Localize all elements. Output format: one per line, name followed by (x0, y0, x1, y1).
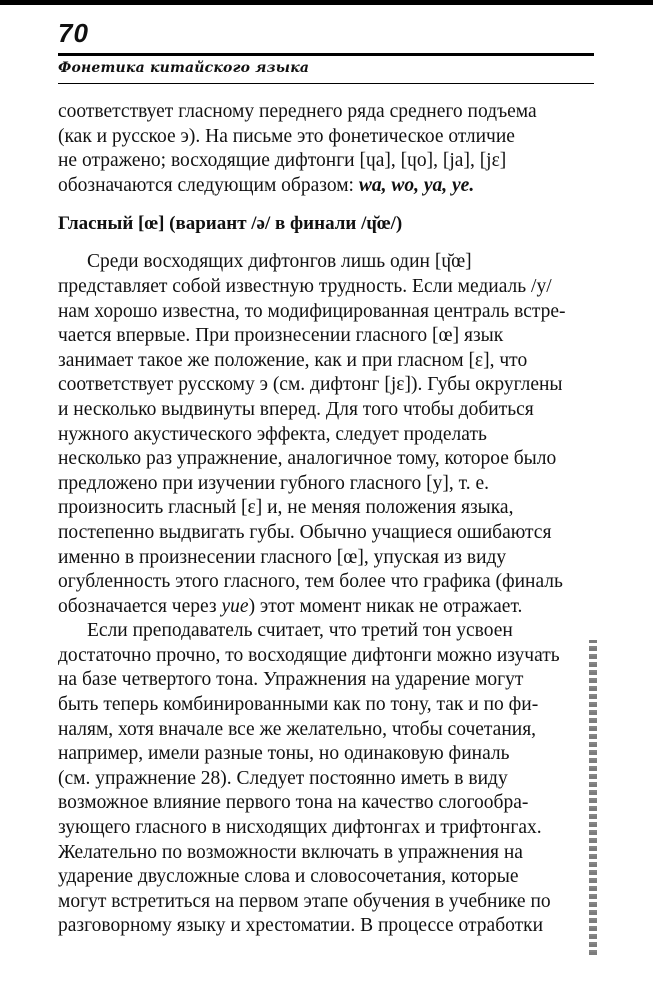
text-line: занимает такое же положение, как и при гласном [ɛ], что (58, 349, 528, 371)
text-line: (см. упражнение 28). Следует постоянно иметь в виду (58, 767, 508, 789)
binding-edge-shadow (589, 640, 597, 955)
text-line (58, 595, 598, 620)
top-border-rule (0, 0, 653, 5)
text-line: возможное влияние первого тона на качество слогообра- (58, 792, 529, 814)
text-line: и несколько выдвинуты вперед. Для того чтобы добиться (58, 398, 534, 420)
text-line: предложено при изучении губного гласного [y], т. е. (58, 472, 489, 494)
text-line: могут встретиться на первом этапе обучения в учебнике по (58, 890, 551, 912)
page-number: 70 (58, 18, 89, 48)
text-line: например, имели разные тоны, но одинаковую финаль (58, 743, 510, 765)
text-span: обозначаются следующим образом: (58, 174, 359, 196)
text-line: огубленность этого гласного, тем более что графика (финаль (58, 571, 563, 593)
text-line: несколько раз упражнение, аналогичное тому, которое было (58, 448, 557, 470)
text-line: Желательно по возможности включать в упражнения на (58, 841, 523, 863)
text-line: чается впервые. При произнесении гласного [œ] язык (58, 325, 504, 347)
header-rule-thick (58, 53, 594, 56)
running-head: Фонетика китайского языка (58, 60, 310, 76)
text-line: произносить гласный [ɛ] и, не меняя положения языка, (58, 497, 514, 519)
text-span: обозначается через (58, 595, 222, 617)
text-line: не отражено; восходящие дифтонги [ɥa], [ɥo], [ja], [jɛ] (58, 150, 507, 172)
text-span: ) этот момент никак не отражает. (248, 595, 523, 617)
section-heading: Гласный [œ] (вариант /ə/ в финали /ɥ̆œ/) (58, 213, 403, 235)
text-line: быть теперь комбинированными как по тону, так и по фи- (58, 694, 539, 716)
text-line: постепенно выдвигать губы. Обычно учащиеся ошибаются (58, 521, 552, 543)
header-rule-thin (58, 83, 594, 84)
text-line: на базе четвертого тона. Упражнения на ударение могут (58, 669, 524, 691)
text-line: нужного акустического эффекта, следует проделать (58, 423, 487, 445)
text-line: (как и русское э). На письме это фонетическое отличие (58, 125, 515, 147)
text-line: представляет собой известную трудность. Если медиаль /y/ (58, 275, 552, 297)
text-line: соответствует гласному переднего ряда среднего подъема (58, 101, 537, 122)
pinyin-spelling: wa, wo, ya, ye. (358, 174, 475, 196)
text-line: именно в произнесении гласного [œ], упуская из виду (58, 546, 507, 568)
text-line: нам хорошо известна, то модифицированная централь встре- (58, 300, 566, 322)
text-line (58, 174, 598, 199)
text-line: соответствует русскому э (см. дифтонг [jɛ]). Губы округлены (58, 374, 563, 396)
text-line: ударение двусложные слова и словосочетания, которые (58, 866, 519, 888)
text-line: Среди восходящих дифтонгов лишь один [ɥ̆œ] (87, 251, 472, 273)
text-line: Если преподаватель считает, что третий тон усвоен (87, 620, 513, 642)
text-line: достаточно прочно, то восходящие дифтонги можно изучать (58, 644, 560, 666)
body-text (58, 100, 598, 939)
pinyin-spelling: yue (221, 595, 249, 617)
text-line: зующего гласного в нисходящих дифтонгах и трифтонгах. (58, 817, 542, 839)
text-line: разговорному языку и хрестоматии. В процессе отработки (58, 915, 544, 937)
text-line: налям, хотя вначале все же желательно, чтобы сочетания, (58, 718, 537, 740)
